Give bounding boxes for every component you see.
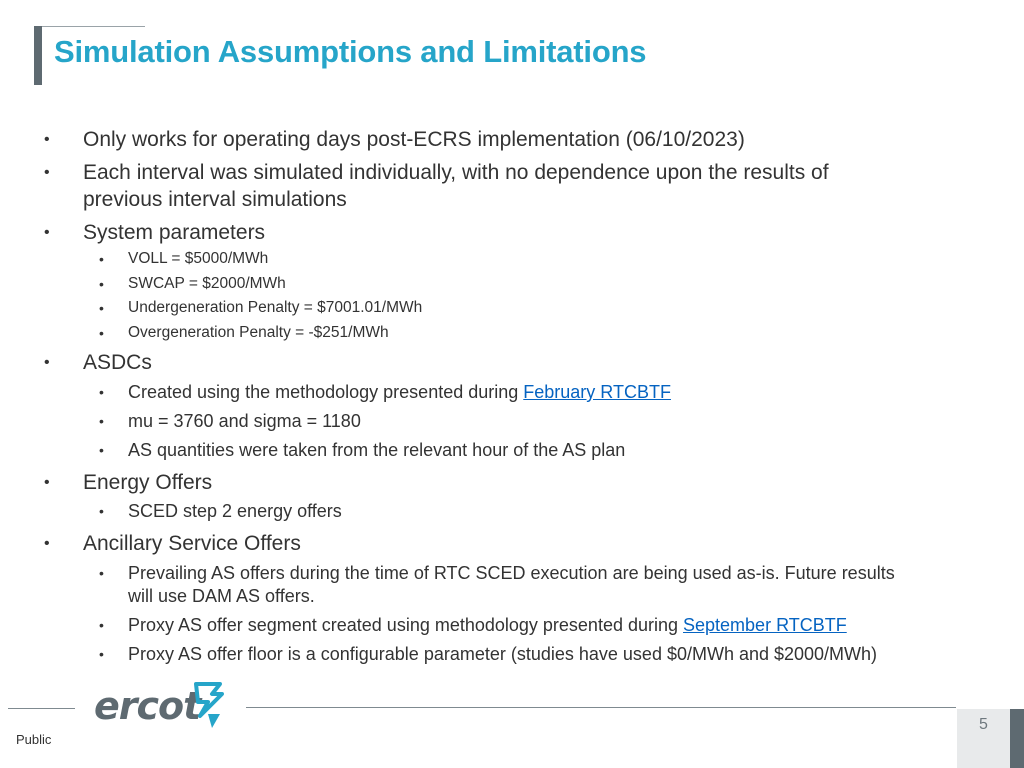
list-item: • Each interval was simulated individually, with no dependence upon the results of previous interval simulations	[44, 161, 829, 211]
sub-list-item: • VOLL = $5000/MWh	[99, 250, 269, 267]
bullet-icon: •	[99, 325, 104, 341]
page-number: 5	[979, 716, 988, 733]
sub-list-item: • Created using the methodology presented during February RTCBTF	[99, 382, 671, 402]
sub-list-item: • mu = 3760 and sigma = 1180	[99, 411, 361, 431]
bullet-icon: •	[44, 131, 50, 148]
footer-rule-right	[246, 707, 956, 708]
sub-list-item: • Overgeneration Penalty = -$251/MWh	[99, 324, 389, 341]
classification-label: Public	[16, 732, 52, 747]
logo-bolt-icon	[190, 682, 226, 730]
bullet-icon: •	[99, 646, 104, 662]
title-top-rule	[42, 26, 145, 27]
list-item: • ASDCs	[44, 351, 152, 374]
bullet-icon: •	[44, 164, 50, 181]
bullet-icon: •	[44, 354, 50, 371]
page-number-edge	[1010, 709, 1024, 768]
bullet-icon: •	[99, 300, 104, 316]
logo-wordmark: ercot	[94, 684, 201, 728]
sub-list-item: • Proxy AS offer segment created using methodology presented during September RTCBTF	[99, 615, 847, 635]
sub-list-item: • Undergeneration Penalty = $7001.01/MWh	[99, 299, 423, 316]
september-rtcbtf-link[interactable]: September RTCBTF	[683, 615, 847, 635]
bullet-icon: •	[99, 617, 104, 633]
bullet-icon: •	[44, 474, 50, 491]
list-item: • Ancillary Service Offers	[44, 532, 301, 555]
february-rtcbtf-link[interactable]: February RTCBTF	[523, 382, 671, 402]
sub-list-item: • SCED step 2 energy offers	[99, 501, 342, 521]
bullet-icon: •	[99, 384, 104, 400]
bullet-icon: •	[99, 503, 104, 519]
sub-list-item: • AS quantities were taken from the relevant hour of the AS plan	[99, 440, 626, 460]
list-item: • Energy Offers	[44, 471, 213, 494]
bullet-icon: •	[44, 224, 50, 241]
ercot-logo	[94, 684, 200, 728]
bullet-icon: •	[99, 413, 104, 429]
sub-list-item: • Proxy AS offer floor is a configurable parameter (studies have used $0/MWh and $2000/MWh)	[99, 644, 878, 664]
bullet-icon: •	[99, 442, 104, 458]
bullet-icon: •	[99, 251, 104, 267]
footer-rule-left	[8, 708, 75, 709]
list-item: • Only works for operating days post-ECRS implementation (06/10/2023)	[44, 128, 745, 151]
sub-list-item: • Prevailing AS offers during the time of RTC SCED execution are being used as-is. Future results will use DAM AS offers.	[99, 563, 895, 606]
page-title: Simulation Assumptions and Limitations	[54, 34, 647, 69]
bullet-icon: •	[44, 535, 50, 552]
bullet-icon: •	[99, 565, 104, 581]
bullet-icon: •	[99, 276, 104, 292]
list-item: • System parameters	[44, 221, 266, 244]
title-accent-bar	[34, 26, 42, 85]
sub-list-item: • SWCAP = $2000/MWh	[99, 275, 286, 292]
